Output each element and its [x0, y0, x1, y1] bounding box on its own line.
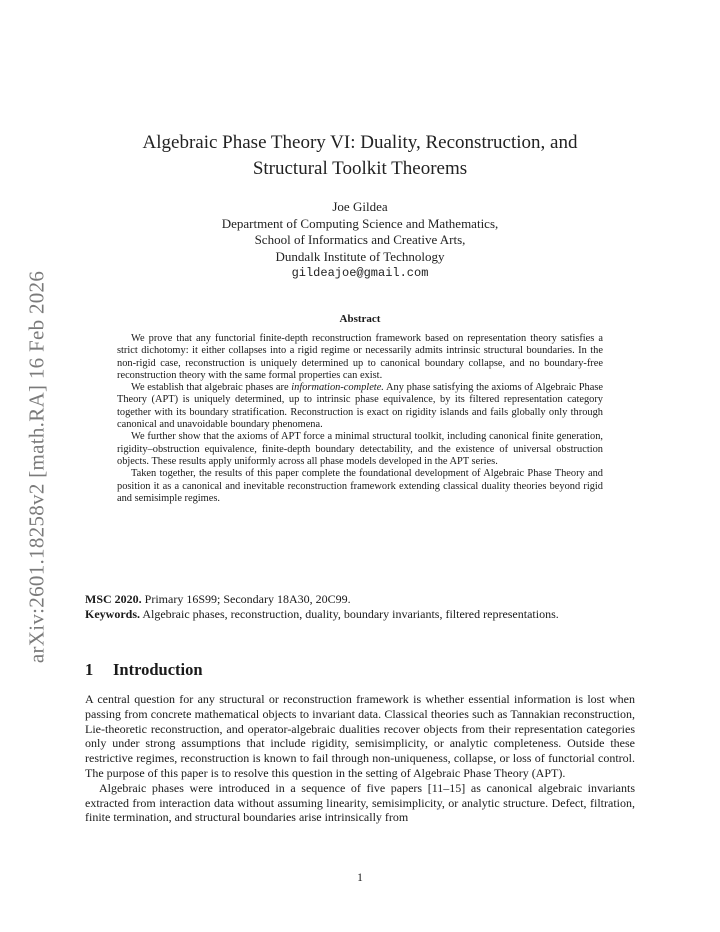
- introduction-paragraph-1: A central question for any structural or reconstruction framework is whether essential information is lost when passing from concrete mathematical objects to invariant data. Classical theories such as Tannakian reconstruction, Lie-theoretic reconstruction, and operator-algebraic dualities recover objects from their representation categories only under strong assumptions that include rigidity, semisimplicity, or analytic completeness. Outside these restrictive regimes, reconstruction is known to fail through non-uniqueness, collapse, or loss of functorial control. The purpose of this paper is to resolve this question in the setting of Algebraic Phase Theory (APT).: [85, 692, 635, 780]
- paper-metadata: [85, 592, 635, 622]
- author-name: Joe Gildea: [332, 199, 388, 214]
- abstract-heading: Abstract: [339, 313, 381, 325]
- section-heading-introduction: [85, 660, 635, 680]
- abstract-paragraph-3: We further show that the axioms of APT force a minimal structural toolkit, including canonical finite generation, rigidity–obstruction equivalence, finite-depth boundary detectability, and the existence of universal obstruction objects. These results apply uniformly across all phase models developed in the APT series.: [117, 431, 603, 467]
- affiliation-department: Department of Computing Science and Mathematics,: [221, 215, 499, 231]
- keywords: Keywords. Algebraic phases, reconstruction, duality, boundary invariants, filtered representations.: [85, 607, 559, 621]
- msc-classification: MSC 2020. Primary 16S99; Secondary 18A30, 20C99.: [85, 592, 351, 606]
- paper-title: [110, 130, 610, 182]
- author-email: gildeajoe@gmail.com: [291, 266, 429, 280]
- arxiv-sidebar: [20, 247, 54, 687]
- introduction-body: [85, 692, 635, 825]
- section-number: 1: [85, 660, 94, 679]
- abstract-paragraph-4: Taken together, the results of this paper complete the foundational development of Algebraic Phase Theory and position it as a canonical and inevitable reconstruction framework extending classical duality theories beyond rigid and semisimple regimes.: [117, 468, 603, 504]
- emphasis-information-complete: information-complete.: [291, 382, 384, 394]
- abstract-body: [117, 333, 603, 505]
- page-number: 1: [357, 872, 363, 884]
- title-line-1: Algebraic Phase Theory VI: Duality, Reconstruction, and: [142, 132, 578, 153]
- arxiv-identifier: arXiv:2601.18258v2 [math.RA] 16 Feb 2026: [24, 270, 49, 664]
- abstract-paragraph-1: We prove that any functorial finite-depth reconstruction framework based on representation theory satisfies a strict dichotomy: it either collapses into a rigid regime or necessarily admits intrinsic structural boundaries. In the non-rigid case, reconstruction is uniquely determined up to canonical boundary collapse, and no boundary-free reconstruction theory with the same formal properties can exist.: [117, 333, 603, 381]
- introduction-paragraph-2: Algebraic phases were introduced in a sequence of five papers [11–15] as canonical algebraic invariants extracted from interaction data without assuming linearity, semisimplicity, or analytic structure. Defect, filtration, finite termination, and structural boundaries arise intrinsically from: [85, 780, 635, 825]
- author-block: [110, 199, 610, 282]
- affiliation-school: School of Informatics and Creative Arts,: [254, 232, 466, 247]
- title-line-2: Structural Toolkit Theorems: [252, 158, 468, 179]
- abstract-paragraph-2: We establish that algebraic phases are information-complete. Any phase satisfying the axioms of Algebraic Phase Theory (APT) is uniquely determined, up to intrinsic phase equivalence, by its filtered representation category together with its boundary stratification. Reconstruction is exact on rigidity islands and fails globally only through canonical and unavoidable boundary phenomena.: [117, 382, 603, 431]
- section-title: Introduction: [113, 660, 203, 679]
- affiliation-institute: Dundalk Institute of Technology: [275, 248, 445, 264]
